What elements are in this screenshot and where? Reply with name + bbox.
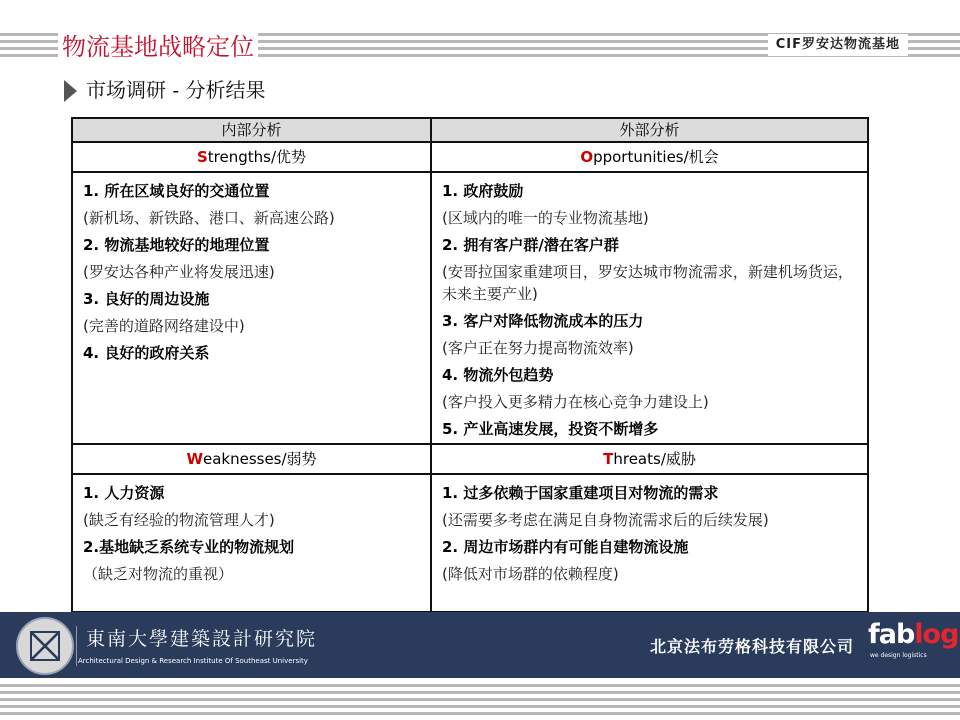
list-item-desc: （缺乏对物流的重视） [83,565,234,583]
opportunities-label: pportunities/机会 [593,148,719,166]
list-item: 1. 所在区域良好的交通位置 [83,182,270,200]
swot-table [71,117,869,613]
list-item: 4. 物流外包趋势 [442,366,554,384]
list-item-desc: (缺乏有经验的物流管理人才) [83,511,275,529]
logo-tagline: we design logistics [870,652,927,659]
university-seal-icon [16,617,74,675]
logo-main-text: fab [868,619,915,650]
list-item-desc: (降低对市场群的依赖程度) [442,565,619,583]
weaknesses-threats-row [72,474,868,612]
list-item: 1. 过多依赖于国家重建项目对物流的需求 [442,484,719,502]
institute-name-en: Architectural Design & Research Institute Of Southeast University [78,657,308,665]
list-item-desc: (客户投入更多精力在核心竞争力建设上) [442,393,709,411]
weaknesses-initial: W [186,450,203,468]
list-item: 2. 拥有客户群/潜在客户群 [442,236,619,254]
stripe-line [0,691,960,694]
opportunities-cell [431,172,868,444]
list-item: 2. 物流基地较好的地理位置 [83,236,270,254]
threats-header [431,444,868,474]
threats-initial: T [603,450,614,468]
weaknesses-header [72,444,431,474]
title-box [58,30,258,64]
page-title: 物流基地战略定位 [62,33,254,61]
triangle-bullet-icon [64,80,77,102]
list-item: 2.基地缺乏系统专业的物流规划 [83,538,295,556]
list-item: 3. 客户对降低物流成本的压力 [442,312,644,330]
project-brand: CIF罗安达物流基地 [775,37,900,52]
institute-name-cn: 東南大學建築設計研究院 [86,628,318,650]
stripe-line [0,684,960,687]
company-name: 北京法布劳格科技有限公司 [650,637,855,656]
list-item-desc: (还需要多考虑在满足自身物流需求后的后续发展) [442,511,769,529]
list-item: 5. 产业高速发展，投资不断增多 [442,420,659,438]
internal-analysis-header: 内部分析 [72,118,431,142]
opportunities-header [431,142,868,172]
logo-accent-text: log [914,619,959,650]
list-item: 4. 良好的政府关系 [83,344,210,362]
strengths-label: trengths/优势 [207,148,307,166]
list-item: 1. 政府鼓励 [442,182,524,200]
list-item: 3. 良好的周边设施 [83,290,210,308]
list-item: 2. 周边市场群内有可能自建物流设施 [442,538,689,556]
footer-bar [0,612,960,678]
strengths-initial: S [196,148,208,166]
strengths-opportunities-header-row [72,142,868,172]
list-item-desc: (完善的道路网络建设中) [83,317,245,335]
section-subtitle: 市场调研 - 分析结果 [86,78,266,102]
weaknesses-cell [72,474,431,612]
footer-stripes [0,682,960,720]
threats-label: hreats/威胁 [613,450,696,468]
strengths-cell [72,172,431,444]
stripe-line [0,698,960,701]
external-analysis-header: 外部分析 [431,118,868,142]
strengths-header [72,142,431,172]
seal-emblem-icon [30,631,60,661]
weaknesses-label: eaknesses/弱势 [202,450,317,468]
stripe-line [0,712,960,715]
list-item-desc: (罗安达各种产业将发展迅速) [83,263,275,281]
opportunities-initial: O [580,148,594,166]
threats-cell [431,474,868,612]
list-item-desc: (新机场、新铁路、港口、新高速公路) [83,209,335,227]
list-item: 1. 人力资源 [83,484,165,502]
stripe-line [0,705,960,708]
list-item-desc: (安哥拉国家重建项目，罗安达城市物流需求，新建机场货运，未来主要产业) [442,263,853,303]
footer-divider [76,626,77,666]
weaknesses-threats-header-row [72,444,868,474]
list-item-desc: (区域内的唯一的专业物流基地) [442,209,649,227]
fablog-logo [868,620,958,650]
brand-box [768,34,908,56]
list-item-desc: (客户正在努力提高物流效率) [442,339,634,357]
strengths-opportunities-row [72,172,868,444]
table-header-row [72,118,868,142]
